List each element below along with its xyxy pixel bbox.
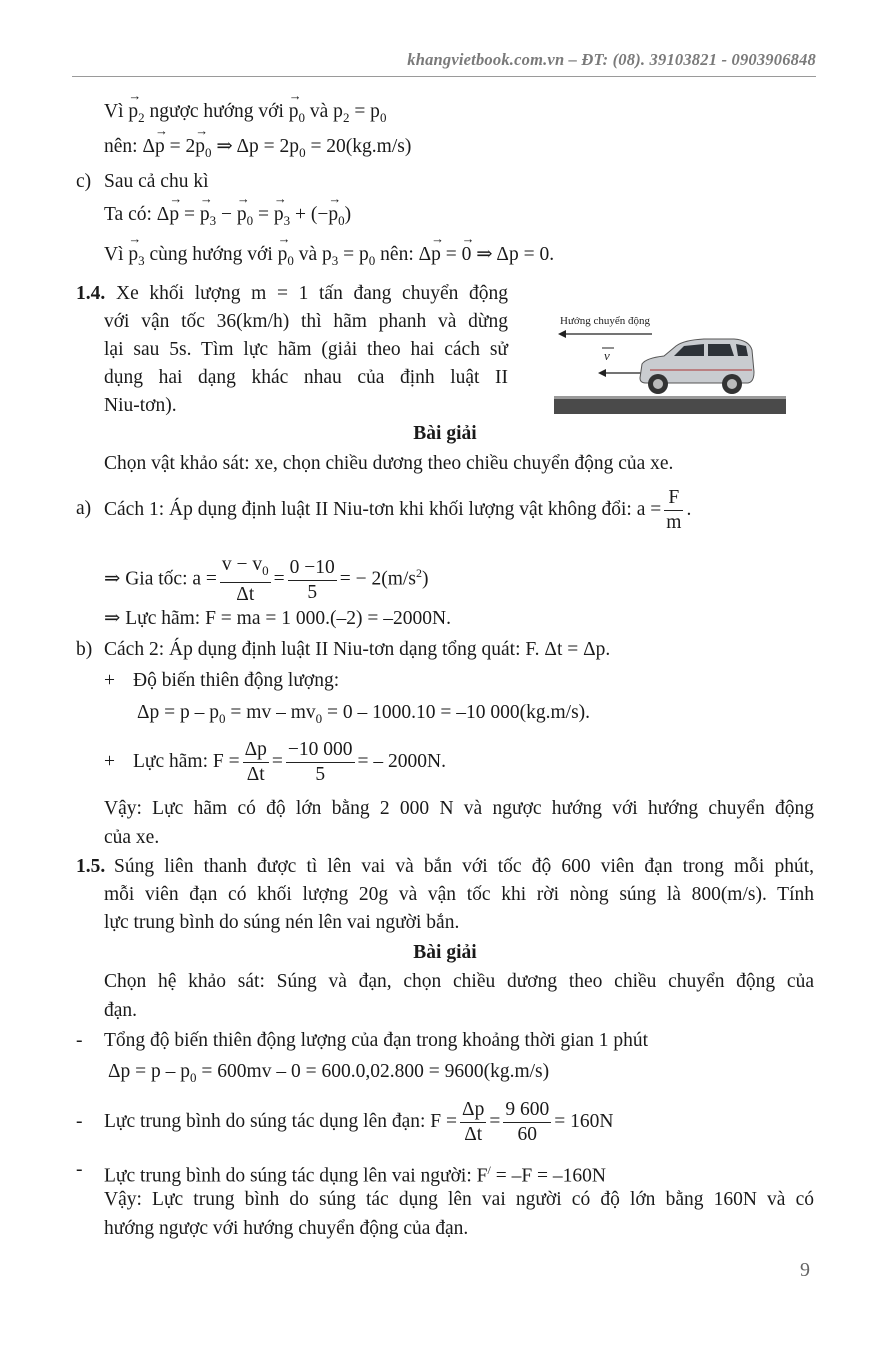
problem-text: dụng hai dạng khác nhau của định luật II [104, 367, 508, 388]
problem-text: Niu-tơn). [104, 395, 177, 416]
momentum-total-formula: $\Delta p = p - p_0 = 600mv - 0 = 600.0,02.800 = 9600(kg.m/s)$ [108, 1061, 550, 1085]
momentum-change-title: Độ biến thiên động lượng: [133, 670, 340, 691]
solution-text: Chọn vật khảo sát: xe, chọn chiều dương theo chiều chuyển động của xe. [104, 453, 674, 474]
gun-force-formula: Lực trung bình do súng tác dụng lên đạn: F = $\frac{\Delta p}{\Delta t}$ = $\frac{9 600}{60}$ = 160N [104, 1099, 614, 1146]
header-rule [72, 76, 816, 77]
item-c-label: c) [76, 171, 92, 192]
fraction: $\frac{\Delta p}{\Delta t}$ [462, 1099, 485, 1146]
fraction: $\frac{\Delta p}{\Delta t}$ [244, 739, 267, 786]
problem-text: mỗi viên đạn có khối lượng 20g và vận tốc khi rời nòng súng là 800(m/s). Tính [104, 884, 814, 905]
item-a-label: a) [76, 498, 92, 519]
momentum-change-formula: $\Delta p = p - p_0$ = mv – $mv_0 = 0 - 1000.10 = -10$ 000(kg.m/s). [137, 702, 591, 726]
item-b-label: b) [76, 639, 93, 660]
solution-title: Bài giải [413, 942, 477, 963]
problem-text: Xe khối lượng m = 1 tấn đang chuyển động [116, 283, 508, 304]
bullet-plus: + [104, 751, 115, 772]
car-illustration [554, 306, 786, 414]
solution-title: Bài giải [413, 423, 477, 444]
line-p2-opposite: Vì → $p_2$ ngược hướng với → $p_0$ và $p_2 = p_0$ [104, 100, 386, 130]
fraction: $\frac{F}{m}$ [666, 487, 682, 534]
bullet-dash: - [76, 1030, 83, 1051]
conclusion-text: Vậy: Lực trung bình do súng tác dụng lên vai người có độ lớn bằng 160N và có [104, 1189, 814, 1210]
bullet-dash: - [76, 1159, 83, 1180]
item-c-text: Sau cả chu kì [104, 171, 209, 192]
figure-velocity-label: v [604, 348, 610, 363]
problem-text: lực trung bình do súng nén lên vai người bắn. [104, 912, 460, 933]
page-number: 9 [800, 1259, 810, 1281]
conclusion-text: của xe. [104, 827, 160, 848]
line-delta-p: nên: $\Delta\to p = 2\to p_0$ ⇒ $\Delta p = 2p_0 = 20(kg.m/s)$ [104, 135, 411, 165]
problem-number: 1.4. [76, 283, 106, 304]
solution-text: Chọn hệ khảo sát: Súng và đạn, chọn chiều dương theo chiều chuyển động của [104, 971, 814, 992]
fraction: $\frac{0 -10}{5}$ [289, 556, 335, 603]
line-ta-co: Ta có: Δ→ p = → $p_3$ − → $p_0$ = → $p_3$ + (−→ $p_0$) [104, 203, 351, 233]
item-b-text: Cách 2: Áp dụng định luật II Niu-tơn dạng tổng quát: F. Δt = Δp. [104, 639, 611, 660]
problem-text: Súng liên thanh được tì lên vai và bắn với tốc độ 600 viên đạn trong mỗi phút, [114, 856, 814, 877]
solution-text: đạn. [104, 1000, 138, 1021]
problem-number: 1.5. [76, 856, 106, 877]
page-header: khangvietbook.com.vn – ĐT: (08). 39103821 - 0903906848 [407, 50, 816, 69]
bullet-plus: + [104, 670, 115, 691]
item-a-text: Cách 1: Áp dụng định luật II Niu-tơn khi khối lượng vật không đổi: a = $\frac{F}{m}$ . [104, 487, 692, 534]
figure-direction-label: Hướng chuyển động [560, 315, 650, 327]
braking-force-formula: Lực hãm: F = $\frac{\Delta p}{\Delta t}$ = $\frac{-10 000}{5}$ = – 2000N. [133, 739, 446, 786]
line-p3-same: Vì → $p_3$ cùng hướng với → $p_0$ và $p_3 = p_0$ nên: Δ→ p = → 0 ⇒ Δp = 0. [104, 243, 554, 273]
bullet-dash: - [76, 1111, 83, 1132]
force-result: ⇒ Lực hãm: F = ma = 1 000.(–2) = –2000N. [104, 608, 451, 629]
conclusion-text: hướng ngược với hướng chuyển động của đạn. [104, 1218, 469, 1239]
fraction: $\frac{9 600}{60}$ [505, 1099, 550, 1146]
car-figure [554, 306, 786, 414]
acceleration-formula: ⇒ Gia tốc: a = $\frac{v - v_0}{\Delta t}$ = $\frac{0 -10}{5}$ = − $2(m/s^2)$ [104, 553, 429, 606]
shoulder-force-formula: Lực trung bình do súng tác dụng lên vai người: F/ = –F = –160N [104, 1163, 607, 1187]
conclusion-text: Vậy: Lực hãm có độ lớn bằng 2 000 N và ngược hướng với hướng chuyển động [104, 798, 814, 819]
fraction: $\frac{v - v_0}{\Delta t}$ [221, 553, 269, 606]
problem-text: với vận tốc 36(km/h) thì hãm phanh và dừng [104, 311, 508, 332]
problem-text: lại sau 5s. Tìm lực hãm (giải theo hai cách sử [104, 339, 508, 360]
momentum-total-title: Tổng độ biến thiên động lượng của đạn trong khoảng thời gian 1 phút [104, 1030, 649, 1051]
fraction: $\frac{-10 000}{5}$ [287, 739, 353, 786]
